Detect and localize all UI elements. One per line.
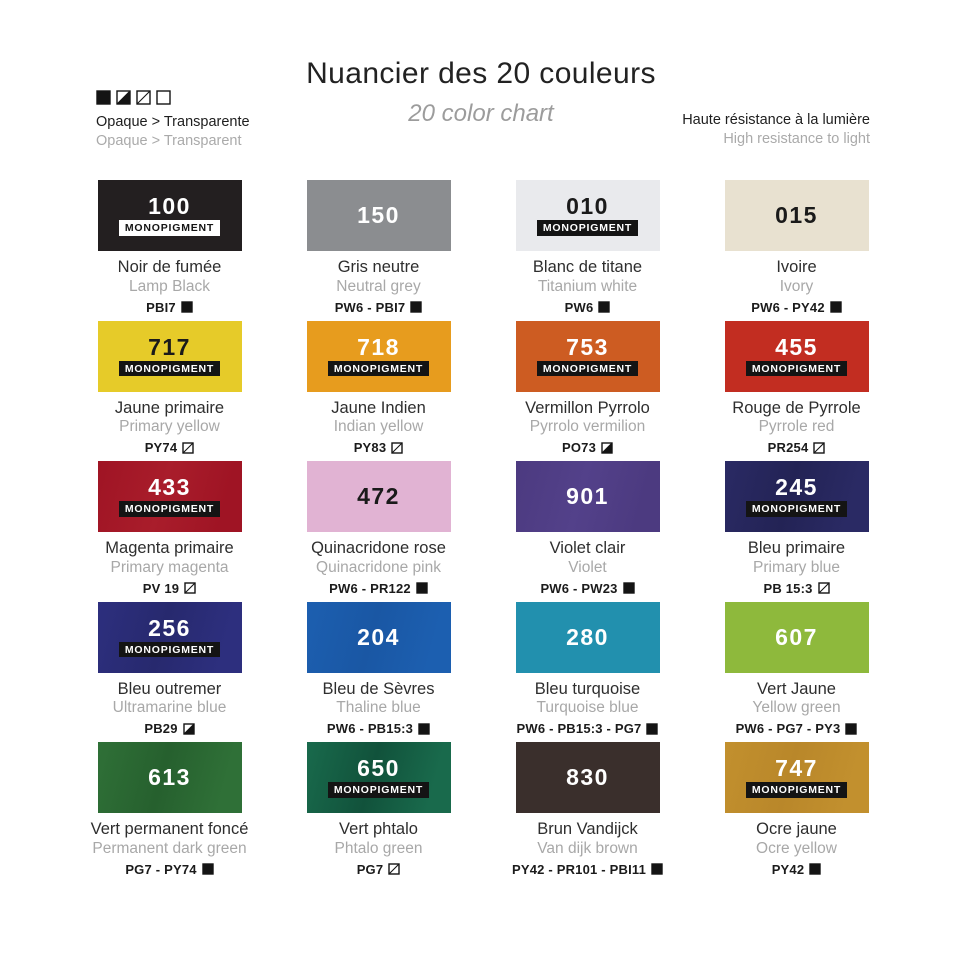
color-name-fr: Brun Vandijck <box>537 820 638 838</box>
opacity-symbol-icon <box>183 723 195 735</box>
color-number: 613 <box>148 764 191 790</box>
opacity-symbol-icon <box>623 582 635 594</box>
color-number: 747 <box>775 755 818 782</box>
color-number: 245 <box>775 474 818 501</box>
pigment-code <box>327 721 430 736</box>
opacity-symbol-icon <box>813 442 825 454</box>
pigment-code-text: PO73 <box>561 440 597 456</box>
color-number: 150 <box>357 202 400 228</box>
color-number: 280 <box>566 623 609 650</box>
color-name-fr: Quinacridone rose <box>311 539 446 557</box>
color-name-en: Yellow green <box>752 699 841 717</box>
pigment-code-text: PW6 <box>564 299 594 315</box>
page-subtitle: 20 color chart <box>408 100 554 127</box>
pigment-code <box>145 440 195 455</box>
color-name-fr: Jaune primaire <box>114 398 225 417</box>
opacity-legend-label-en: Opaque > Transparent <box>96 133 242 149</box>
pigment-code <box>329 581 428 596</box>
page-title: Nuancier des 20 couleurs <box>306 57 656 90</box>
color-name-fr: Bleu outremer <box>117 679 222 698</box>
pigment-code-text: PB 15:3 <box>763 580 813 596</box>
monopigment-badge: MONOPIGMENT <box>537 220 638 236</box>
lightfast-legend <box>682 112 870 147</box>
pigment-code-text: PW6 - PG7 - PY3 <box>735 721 841 737</box>
pigment-code-text: PW6 - PW23 <box>540 580 618 596</box>
opacity-symbol-icon <box>845 723 857 735</box>
monopigment-badge: MONOPIGMENT <box>119 642 220 658</box>
color-name-fr: Vert phtalo <box>339 820 418 838</box>
pigment-code-text: PY42 - PR101 - PBI11 <box>511 861 647 877</box>
color-swatch <box>307 180 451 251</box>
pigment-code-text: PW6 - PBI7 <box>334 299 406 315</box>
color-swatch <box>98 180 242 251</box>
lightfast-legend-label-en: High resistance to light <box>723 131 870 147</box>
color-name-fr: Gris neutre <box>337 258 420 276</box>
pigment-code <box>540 581 634 596</box>
pigment-code-text: PY74 <box>144 440 178 456</box>
color-name-en: Pyrrolo vermilion <box>529 418 646 436</box>
pigment-code <box>357 862 401 877</box>
color-card <box>692 180 901 321</box>
pigment-code-text: PB29 <box>144 721 178 737</box>
opacity-symbol-icon <box>181 301 193 313</box>
color-name-en: Indian yellow <box>333 418 424 436</box>
color-card <box>274 180 483 321</box>
opacity-symbol-filled-icon <box>96 90 111 105</box>
pigment-code-text: PW6 - PB15:3 - PG7 <box>516 721 642 737</box>
pigment-code-text: PV 19 <box>142 580 180 596</box>
monopigment-badge: MONOPIGMENT <box>119 220 220 236</box>
pigment-code-text: PG7 - PY74 <box>125 861 197 877</box>
color-card <box>274 461 483 602</box>
color-card <box>65 321 274 462</box>
color-swatch <box>307 602 451 673</box>
pigment-code <box>763 581 829 596</box>
color-name-en: Primary magenta <box>110 558 229 576</box>
color-number: 830 <box>566 764 609 790</box>
color-swatch <box>725 461 869 532</box>
color-name-fr: Noir de fumée <box>117 258 222 276</box>
monopigment-badge: MONOPIGMENT <box>328 782 429 798</box>
color-name-fr: Jaune Indien <box>331 398 426 417</box>
color-name-en: Violet <box>568 558 607 576</box>
color-number: 607 <box>775 623 818 650</box>
color-card <box>65 180 274 321</box>
color-swatch <box>725 321 869 392</box>
color-card <box>483 602 692 743</box>
color-number: 717 <box>148 333 191 360</box>
pigment-code-text: PY83 <box>353 440 387 456</box>
lightfast-legend-label-fr: Haute résistance à la lumière <box>682 112 870 128</box>
color-card <box>692 461 901 602</box>
color-card <box>274 742 483 883</box>
color-swatch <box>516 321 660 392</box>
opacity-symbol-empty-icon <box>156 90 171 105</box>
color-card <box>65 602 274 743</box>
pigment-code-text: PW6 - PB15:3 <box>326 721 414 737</box>
opacity-symbol-icon <box>410 301 422 313</box>
monopigment-badge: MONOPIGMENT <box>537 361 638 377</box>
pigment-code <box>565 300 611 315</box>
color-number: 015 <box>775 202 818 228</box>
color-swatch <box>725 742 869 813</box>
color-name-en: Ultramarine blue <box>112 699 227 717</box>
color-swatch <box>725 602 869 673</box>
color-name-fr: Vermillon Pyrrolo <box>525 398 650 417</box>
monopigment-badge: MONOPIGMENT <box>746 361 847 377</box>
color-name-en: Pyrrole red <box>758 418 835 436</box>
color-swatch <box>516 602 660 673</box>
pigment-code-text: PR254 <box>767 440 809 456</box>
monopigment-badge: MONOPIGMENT <box>746 501 847 517</box>
pigment-code <box>146 300 193 315</box>
color-name-fr: Vert permanent foncé <box>90 820 249 838</box>
pigment-code <box>772 862 822 877</box>
opacity-symbol-icon <box>651 863 663 875</box>
opacity-symbol-icon <box>184 582 196 594</box>
pigment-code-text: PW6 - PY42 <box>751 299 825 315</box>
color-name-fr: Bleu primaire <box>747 539 846 557</box>
color-card <box>692 321 901 462</box>
color-name-en: Titanium white <box>537 277 638 295</box>
color-card <box>483 180 692 321</box>
color-number: 718 <box>357 333 400 360</box>
color-swatch <box>98 461 242 532</box>
opacity-legend-label-fr: Opaque > Transparente <box>96 114 250 130</box>
color-swatch <box>307 321 451 392</box>
pigment-code-text: PG7 <box>356 861 384 877</box>
color-number: 901 <box>566 483 609 509</box>
color-number: 650 <box>357 755 400 782</box>
color-swatch <box>307 742 451 813</box>
color-number: 204 <box>357 623 400 650</box>
color-card <box>274 321 483 462</box>
color-swatch <box>516 742 660 813</box>
opacity-symbol-icon <box>202 863 214 875</box>
color-card <box>274 602 483 743</box>
monopigment-badge: MONOPIGMENT <box>746 782 847 798</box>
color-swatch <box>307 461 451 532</box>
pigment-code <box>335 300 423 315</box>
color-name-fr: Vert Jaune <box>757 679 836 698</box>
pigment-code <box>751 300 842 315</box>
monopigment-badge: MONOPIGMENT <box>328 361 429 377</box>
opacity-symbol-icon <box>391 442 403 454</box>
pigment-code <box>354 440 404 455</box>
color-name-en: Phtalo green <box>334 839 423 857</box>
opacity-legend <box>96 90 250 149</box>
opacity-symbol-icon <box>388 863 400 875</box>
opacity-scale-icons <box>96 90 250 105</box>
color-swatch <box>516 180 660 251</box>
opacity-symbol-icon <box>830 301 842 313</box>
color-swatch <box>725 180 869 251</box>
color-name-en: Turquoise blue <box>536 699 639 717</box>
color-swatch <box>98 321 242 392</box>
color-name-fr: Bleu de Sèvres <box>322 679 435 698</box>
color-swatch <box>98 602 242 673</box>
opacity-symbol-icon <box>809 863 821 875</box>
pigment-code <box>512 862 663 877</box>
color-name-en: Primary blue <box>753 558 840 576</box>
opacity-symbol-icon <box>418 723 430 735</box>
pigment-code <box>517 721 659 736</box>
color-name-en: Permanent dark green <box>92 839 247 857</box>
color-number: 753 <box>566 333 609 360</box>
color-card <box>692 742 901 883</box>
color-number: 010 <box>566 193 609 220</box>
pigment-code <box>144 721 194 736</box>
pigment-code-text: PY42 <box>771 861 805 877</box>
opacity-symbol-diagonal-icon <box>136 90 151 105</box>
color-name-fr: Violet clair <box>549 539 626 557</box>
color-name-fr: Magenta primaire <box>105 539 234 557</box>
monopigment-badge: MONOPIGMENT <box>119 361 220 377</box>
color-name-en: Thaline blue <box>336 699 421 717</box>
pigment-code-text: PBI7 <box>146 299 176 315</box>
color-name-fr: Ivoire <box>776 258 817 276</box>
color-name-en: Lamp Black <box>129 277 210 295</box>
color-card <box>65 461 274 602</box>
color-name-en: Primary yellow <box>119 418 220 436</box>
color-number: 256 <box>148 614 191 641</box>
opacity-symbol-icon <box>601 442 613 454</box>
pigment-code <box>125 862 213 877</box>
pigment-code-text: PW6 - PR122 <box>329 580 411 596</box>
pigment-code <box>768 440 826 455</box>
color-swatch <box>516 461 660 532</box>
color-name-fr: Bleu turquoise <box>534 679 641 698</box>
pigment-code <box>143 581 196 596</box>
color-name-fr: Blanc de titane <box>532 258 643 276</box>
opacity-symbol-icon <box>416 582 428 594</box>
monopigment-badge: MONOPIGMENT <box>119 501 220 517</box>
color-number: 100 <box>148 193 191 220</box>
opacity-symbol-icon <box>182 442 194 454</box>
opacity-symbol-icon <box>598 301 610 313</box>
color-number: 433 <box>148 474 191 501</box>
color-card <box>483 321 692 462</box>
color-name-en: Ocre yellow <box>756 839 837 857</box>
color-card <box>483 742 692 883</box>
color-name-fr: Rouge de Pyrrole <box>732 398 861 417</box>
color-name-en: Ivory <box>779 277 814 295</box>
color-name-fr: Ocre jaune <box>756 820 837 838</box>
color-name-en: Van dijk brown <box>537 839 638 857</box>
opacity-symbol-icon <box>818 582 830 594</box>
pigment-code <box>562 440 613 455</box>
color-number: 455 <box>775 333 818 360</box>
opacity-symbol-half-icon <box>116 90 131 105</box>
color-card <box>692 602 901 743</box>
opacity-symbol-icon <box>646 723 658 735</box>
color-swatch <box>98 742 242 813</box>
color-number: 472 <box>357 483 400 509</box>
color-name-en: Neutral grey <box>336 277 421 295</box>
color-card <box>483 461 692 602</box>
color-card <box>65 742 274 883</box>
pigment-code <box>736 721 858 736</box>
color-name-en: Quinacridone pink <box>316 558 441 576</box>
swatch-grid <box>65 180 901 883</box>
